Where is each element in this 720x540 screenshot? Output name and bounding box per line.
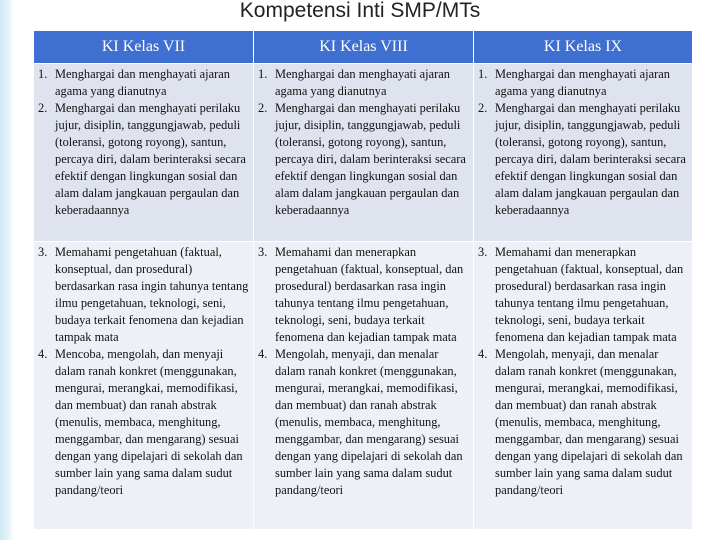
decorative-side-bar xyxy=(0,0,14,540)
list-item: 2. Menghargai dan menghayati perilaku jujur, disiplin, tanggungjawab, peduli (toleransi, gotong royong), santun, percaya diri, dalam berinteraksi secara efektif dengan lingkungan sosial dan alam dalam jangkauan pergaulan dan keberadaannya xyxy=(258,101,466,217)
list-item: 2. Menghargai dan menghayati perilaku jujur, disiplin, tanggungjawab, peduli (toleransi, gotong royong), santun, percaya diri, dalam berinteraksi secara efektif dengan lingkungan sosial dan alam dalam jangkauan pergaulan dan keberadaannya xyxy=(478,101,686,217)
list-item: 4. Mengolah, menyaji, dan menalar dalam ranah konkret (menggunakan, mengurai, merangkai, memodifikasi, dan membuat) dan ranah abstrak (menulis, membaca, menghitung, menggambar, dan mengarang) sesuai dengan yang dipelajari di sekolah dan sumber lain yang sama dalam sudut pandang/teori xyxy=(258,347,463,497)
cell-viii-spiritual-social xyxy=(254,64,474,242)
cell-viii-knowledge-skills xyxy=(254,242,474,530)
header-kelas-viii: KI Kelas VIII xyxy=(254,31,474,64)
header-kelas-ix: KI Kelas IX xyxy=(474,31,693,64)
item-text: Menghargai dan menghayati ajaran agama yang dianutnya xyxy=(55,67,230,98)
header-row xyxy=(34,31,693,64)
item-text: Mengolah, menyaji, dan menalar dalam ranah konkret (menggunakan, mengurai, merangkai, memodifikasi, dan membuat) dan ranah abstrak (menulis, membaca, menghitung, menggambar, dan mengarang) sesuai dengan yang dipelajari di sekolah dan sumber lain yang sama dalam sudut pandang/teori xyxy=(495,347,683,497)
item-text: Menghargai dan menghayati perilaku jujur, disiplin, tanggungjawab, peduli (toleransi, gotong royong), santun, percaya diri, dalam berinteraksi secara efektif dengan lingkungan sosial dan alam dalam jangkauan pergaulan dan keberadaannya xyxy=(275,101,466,217)
table-row xyxy=(34,64,693,242)
item-text: Memahami dan menerapkan pengetahuan (faktual, konseptual, dan prosedural) berdasarkan rasa ingin tahunya tentang ilmu pengetahuan, teknologi, seni, budaya terkait fenomena dan kejadian tampak mata xyxy=(275,245,464,344)
list-item: 4. Mengolah, menyaji, dan menalar dalam ranah konkret (menggunakan, mengurai, merangkai, memodifikasi, dan membuat) dan ranah abstrak (menulis, membaca, menghitung, menggambar, dan mengarang) sesuai dengan yang dipelajari di sekolah dan sumber lain yang sama dalam sudut pandang/teori xyxy=(478,347,683,497)
list-item: 3. Memahami pengetahuan (faktual, konseptual, dan prosedural) berdasarkan rasa ingin tahunya tentang ilmu pengetahuan, teknologi, seni, budaya terkait fenomena dan kejadian tampak mata xyxy=(38,245,249,344)
cell-vii-spiritual-social xyxy=(34,64,254,242)
list-item: 3. Memahami dan menerapkan pengetahuan (faktual, konseptual, dan prosedural) berdasarkan rasa ingin tahunya tentang ilmu pengetahuan, teknologi, seni, budaya terkait fenomena dan kejadian tampak mata xyxy=(258,245,464,344)
item-text: Memahami pengetahuan (faktual, konseptual, dan prosedural) berdasarkan rasa ingin tahunya tentang ilmu pengetahuan, teknologi, seni, budaya terkait fenomena dan kejadian tampak mata xyxy=(55,245,249,344)
item-text: Mengolah, menyaji, dan menalar dalam ranah konkret (menggunakan, mengurai, merangkai, memodifikasi, dan membuat) dan ranah abstrak (menulis, membaca, menghitung, menggambar, dan mengarang) sesuai dengan yang dipelajari di sekolah dan sumber lain yang sama dalam sudut pandang/teori xyxy=(275,347,463,497)
cell-ix-spiritual-social xyxy=(474,64,693,242)
item-text: Menghargai dan menghayati ajaran agama yang dianutnya xyxy=(275,67,450,98)
ki-table xyxy=(33,30,693,530)
cell-vii-knowledge-skills xyxy=(34,242,254,530)
list-item: 2. Menghargai dan menghayati perilaku jujur, disiplin, tanggungjawab, peduli (toleransi, gotong royong), santun, percaya diri, dalam berinteraksi secara efektif dengan lingkungan sosial dan alam dalam jangkauan pergaulan dan keberadaannya xyxy=(38,101,246,217)
list-item: 1. Menghargai dan menghayati ajaran agama yang dianutnya xyxy=(478,67,670,98)
item-text: Mencoba, mengolah, dan menyaji dalam ranah konkret (menggunakan, mengurai, merangkai, memodifikasi, dan membuat) dan ranah abstrak (menulis, membaca, menghitung, menggambar, dan mengarang) sesuai dengan yang dipelajari di sekolah dan sumber lain yang sama dalam sudut pandang/teori xyxy=(55,347,243,497)
list-item: 3. Memahami dan menerapkan pengetahuan (faktual, konseptual, dan prosedural) berdasarkan rasa ingin tahunya tentang ilmu pengetahuan, teknologi, seni, budaya terkait fenomena dan kejadian tampak mata xyxy=(478,245,684,344)
cell-ix-knowledge-skills xyxy=(474,242,693,530)
list-item: 1. Menghargai dan menghayati ajaran agama yang dianutnya xyxy=(38,67,230,98)
page-title: Kompetensi Inti SMP/MTs xyxy=(239,0,481,22)
item-text: Menghargai dan menghayati ajaran agama yang dianutnya xyxy=(495,67,670,98)
item-text: Menghargai dan menghayati perilaku jujur, disiplin, tanggungjawab, peduli (toleransi, gotong royong), santun, percaya diri, dalam berinteraksi secara efektif dengan lingkungan sosial dan alam dalam jangkauan pergaulan dan keberadaannya xyxy=(55,101,246,217)
list-item: 4. Mencoba, mengolah, dan menyaji dalam ranah konkret (menggunakan, mengurai, merangkai, memodifikasi, dan membuat) dan ranah abstrak (menulis, membaca, menghitung, menggambar, dan mengarang) sesuai dengan yang dipelajari di sekolah dan sumber lain yang sama dalam sudut pandang/teori xyxy=(38,347,243,497)
item-text: Memahami dan menerapkan pengetahuan (faktual, konseptual, dan prosedural) berdasarkan rasa ingin tahunya tentang ilmu pengetahuan, teknologi, seni, budaya terkait fenomena dan kejadian tampak mata xyxy=(495,245,684,344)
list-item: 1. Menghargai dan menghayati ajaran agama yang dianutnya xyxy=(258,67,450,98)
table-row xyxy=(34,242,693,530)
item-text: Menghargai dan menghayati perilaku jujur, disiplin, tanggungjawab, peduli (toleransi, gotong royong), santun, percaya diri, dalam berinteraksi secara efektif dengan lingkungan sosial dan alam dalam jangkauan pergaulan dan keberadaannya xyxy=(495,101,686,217)
header-kelas-vii: KI Kelas VII xyxy=(34,31,254,64)
